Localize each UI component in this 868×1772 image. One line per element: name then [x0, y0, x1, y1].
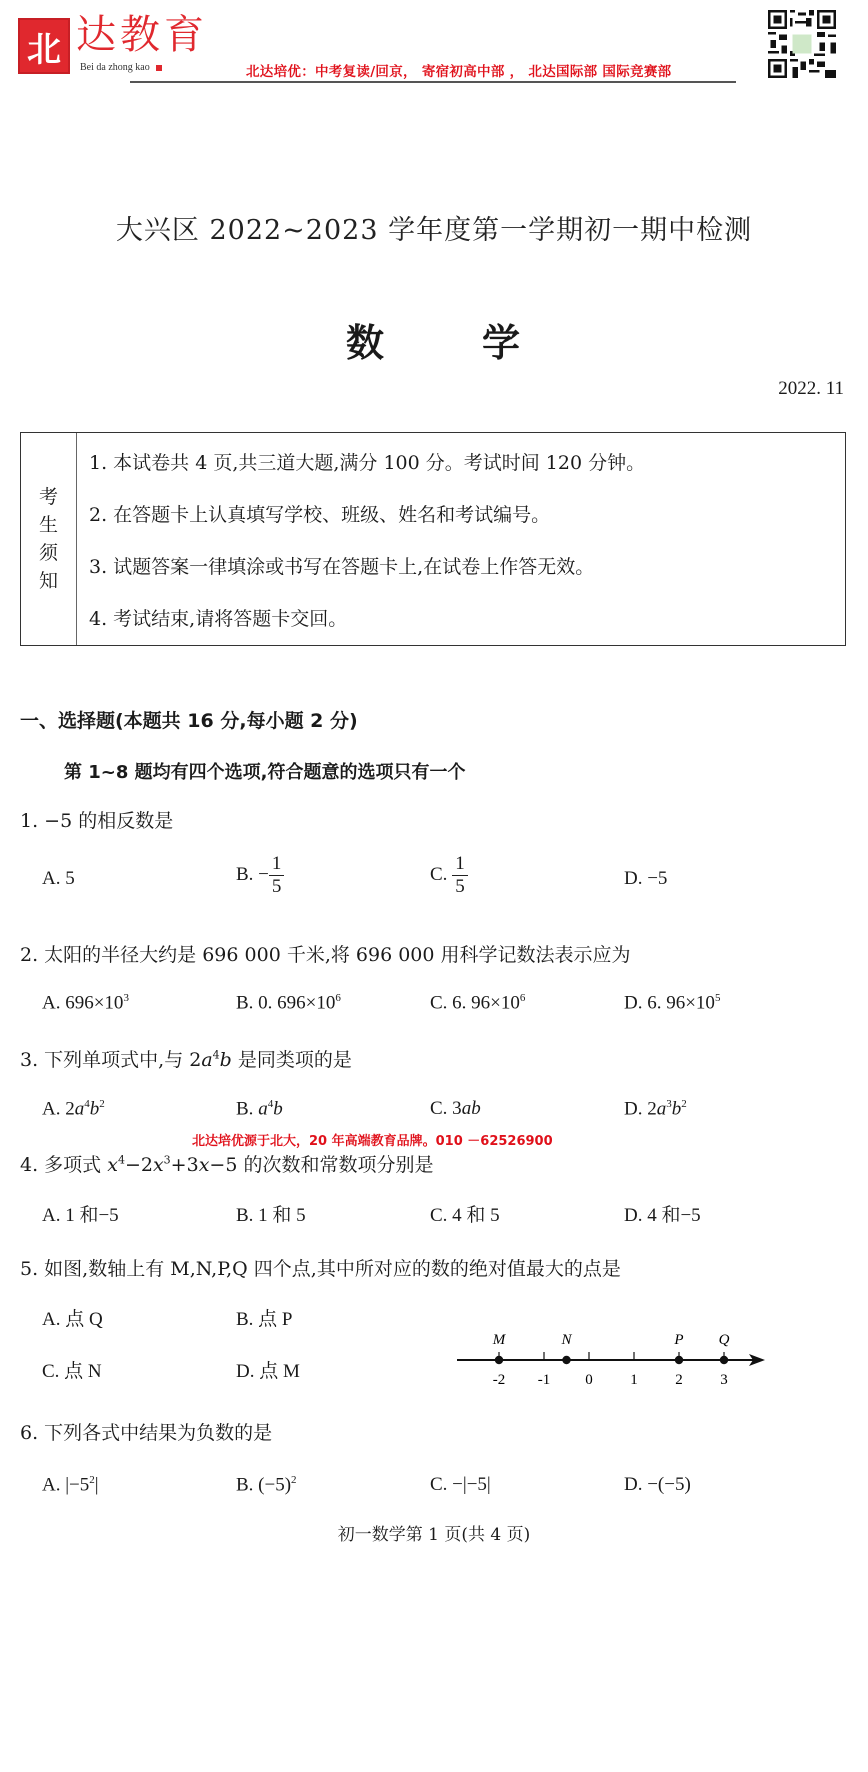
logo-char: 北	[27, 29, 61, 70]
number-line-figure	[455, 1300, 775, 1390]
q2-option-b	[236, 992, 341, 1014]
notice-item: 4. 考试结束,请将答题卡交回。	[89, 608, 348, 630]
q3-option-d: D. $2a^3b^2$	[624, 1098, 687, 1120]
exponent: 6	[519, 992, 526, 1004]
notice-label-char: 知	[38, 570, 58, 592]
option-text: C. 3	[430, 1098, 462, 1119]
stem-text: 是同类项的是	[231, 1049, 352, 1071]
tick-label: -2	[492, 1372, 506, 1388]
q5-option-a: A. 点 Q	[42, 1309, 103, 1330]
point-q	[720, 1356, 728, 1364]
option-text: B. 0. 696×10	[236, 992, 336, 1014]
variable: a	[201, 1049, 213, 1071]
point-n	[562, 1356, 570, 1364]
notice-label-char: 须	[38, 542, 58, 564]
point-p	[675, 1356, 683, 1364]
stem-text: 3. 下列单项式中,与 2	[20, 1049, 202, 1071]
candidate-notice-box	[20, 432, 846, 646]
tick-label: -1	[537, 1372, 551, 1388]
q4-option-d: D. 4 和−5	[624, 1205, 701, 1226]
polynomial: $x^4-2x^3+3x-5$	[107, 1153, 238, 1176]
stem-text: 4. 多项式	[20, 1154, 108, 1176]
header-divider	[130, 81, 736, 83]
q2-option-a	[42, 992, 129, 1014]
option-text: A. 2	[42, 1098, 75, 1120]
q4-option-b: B. 1 和 5	[236, 1205, 306, 1226]
question-2-stem: 2. 太阳的半径大约是 696 000 千米,将 696 000 用科学记数法表示应为	[20, 944, 631, 966]
section-subheading: 第 1~8 题均有四个选项,符合题意的选项只有一个	[64, 762, 466, 783]
promo-watermark: 北达培优源于北大，20 年高端教育品牌。010 －62526900	[192, 1134, 553, 1149]
option-text: D. 6. 96×10	[624, 992, 715, 1014]
option-text: C. 6. 96×10	[430, 992, 520, 1014]
notice-item: 2. 在答题卡上认真填写学校、班级、姓名和考试编号。	[89, 504, 551, 526]
q1-option-b-prefix: B. −	[236, 863, 269, 885]
point-label: P	[674, 1332, 684, 1348]
subject-title	[0, 312, 868, 367]
exponent: 5	[714, 992, 721, 1004]
denominator: 5	[271, 876, 282, 897]
exponent: 6	[335, 992, 341, 1004]
q3-option-c: C. 3ab	[430, 1098, 481, 1119]
q1-option-c	[430, 853, 468, 898]
question-3-stem	[20, 1045, 352, 1072]
tick-label: 3	[720, 1372, 728, 1388]
qr-code-icon	[768, 10, 836, 78]
denominator: 5	[455, 876, 465, 897]
logo-square-icon	[156, 65, 162, 71]
stem-text: 的次数和常数项分别是	[237, 1154, 434, 1176]
logo-subtitle	[80, 62, 162, 73]
question-1-stem: 1. −5 的相反数是	[20, 810, 174, 832]
q6-option-c: C. −|−5|	[430, 1474, 491, 1495]
fraction	[269, 853, 285, 898]
q3-option-a: A. $2a^4b^2$	[42, 1098, 105, 1120]
option-text: B.	[236, 1098, 259, 1120]
q6-option-d: D. −(−5)	[624, 1474, 691, 1495]
q6-option-a	[42, 1474, 99, 1496]
q1-option-a: A. 5	[42, 868, 75, 889]
q2-option-c	[430, 992, 525, 1014]
header-slogan: 北达培优：中考复读/回京， 寄宿初高中部 ， 北达国际部 国际竞赛部	[246, 64, 672, 80]
q1-option-d: D. −5	[624, 868, 668, 889]
q2-option-d	[624, 992, 720, 1014]
exponent: 3	[123, 992, 129, 1004]
notice-item: 3. 试题答案一律填涂或书写在答题卡上,在试卷上作答无效。	[89, 556, 595, 578]
q5-option-c: C. 点 N	[42, 1361, 102, 1382]
logo-mark	[18, 18, 70, 74]
numerator: 1	[269, 853, 285, 876]
page-footer: 初一数学第 1 页(共 4 页)	[337, 1525, 531, 1545]
point-m	[495, 1356, 503, 1364]
exponent: 4	[212, 1048, 220, 1062]
q1-option-c-prefix: C.	[430, 863, 453, 885]
q6-option-b	[236, 1474, 297, 1496]
tick-label: 0	[585, 1372, 593, 1388]
option-text: A. 696×10	[42, 992, 124, 1014]
q5-option-b: B. 点 P	[236, 1309, 293, 1330]
q1-option-b	[236, 853, 284, 898]
subject-char: 学	[482, 321, 523, 365]
tick-label: 1	[630, 1372, 638, 1388]
exponent: 2	[89, 1474, 95, 1486]
option-text: B. (−5)	[236, 1474, 292, 1496]
question-4-stem	[20, 1150, 433, 1177]
notice-items	[77, 433, 845, 645]
option-text: |	[94, 1474, 99, 1496]
exam-title: 大兴区 2022~2023 学年度第一学期初一期中检测	[115, 215, 753, 246]
notice-item: 1. 本试卷共 4 页,共三道大题,满分 100 分。考试时间 120 分钟。	[89, 452, 646, 474]
numerator: 1	[452, 853, 468, 876]
q4-option-a: A. 1 和−5	[42, 1205, 119, 1226]
question-5-stem: 5. 如图,数轴上有 M,N,P,Q 四个点,其中所对应的数的绝对值最大的点是	[20, 1258, 621, 1280]
question-6-stem: 6. 下列各式中结果为负数的是	[20, 1422, 273, 1444]
notice-label-char: 考	[38, 486, 58, 508]
notice-label	[21, 433, 77, 645]
section-heading: 一、选择题(本题共 16 分,每小题 2 分)	[20, 710, 358, 732]
exam-date: 2022. 11	[778, 378, 844, 399]
logo-subtitle-text: Bei da zhong kao	[80, 62, 150, 73]
option-text: A. |−5	[42, 1474, 90, 1496]
q5-option-d: D. 点 M	[236, 1361, 300, 1382]
exponent: 2	[291, 1474, 297, 1486]
notice-label-char: 生	[38, 514, 58, 536]
q3-option-b: B. $a^4b$	[236, 1098, 283, 1120]
point-label: N	[561, 1332, 572, 1348]
logo-text: 达教育	[76, 12, 208, 58]
option-text: D. 2	[624, 1098, 657, 1120]
point-label: Q	[718, 1332, 730, 1348]
q4-option-c: C. 4 和 5	[430, 1205, 500, 1226]
tick-label: 2	[675, 1372, 683, 1388]
variable: b	[219, 1049, 232, 1071]
point-label: M	[492, 1332, 506, 1348]
fraction	[452, 853, 468, 898]
subject-char: 数	[345, 321, 386, 365]
